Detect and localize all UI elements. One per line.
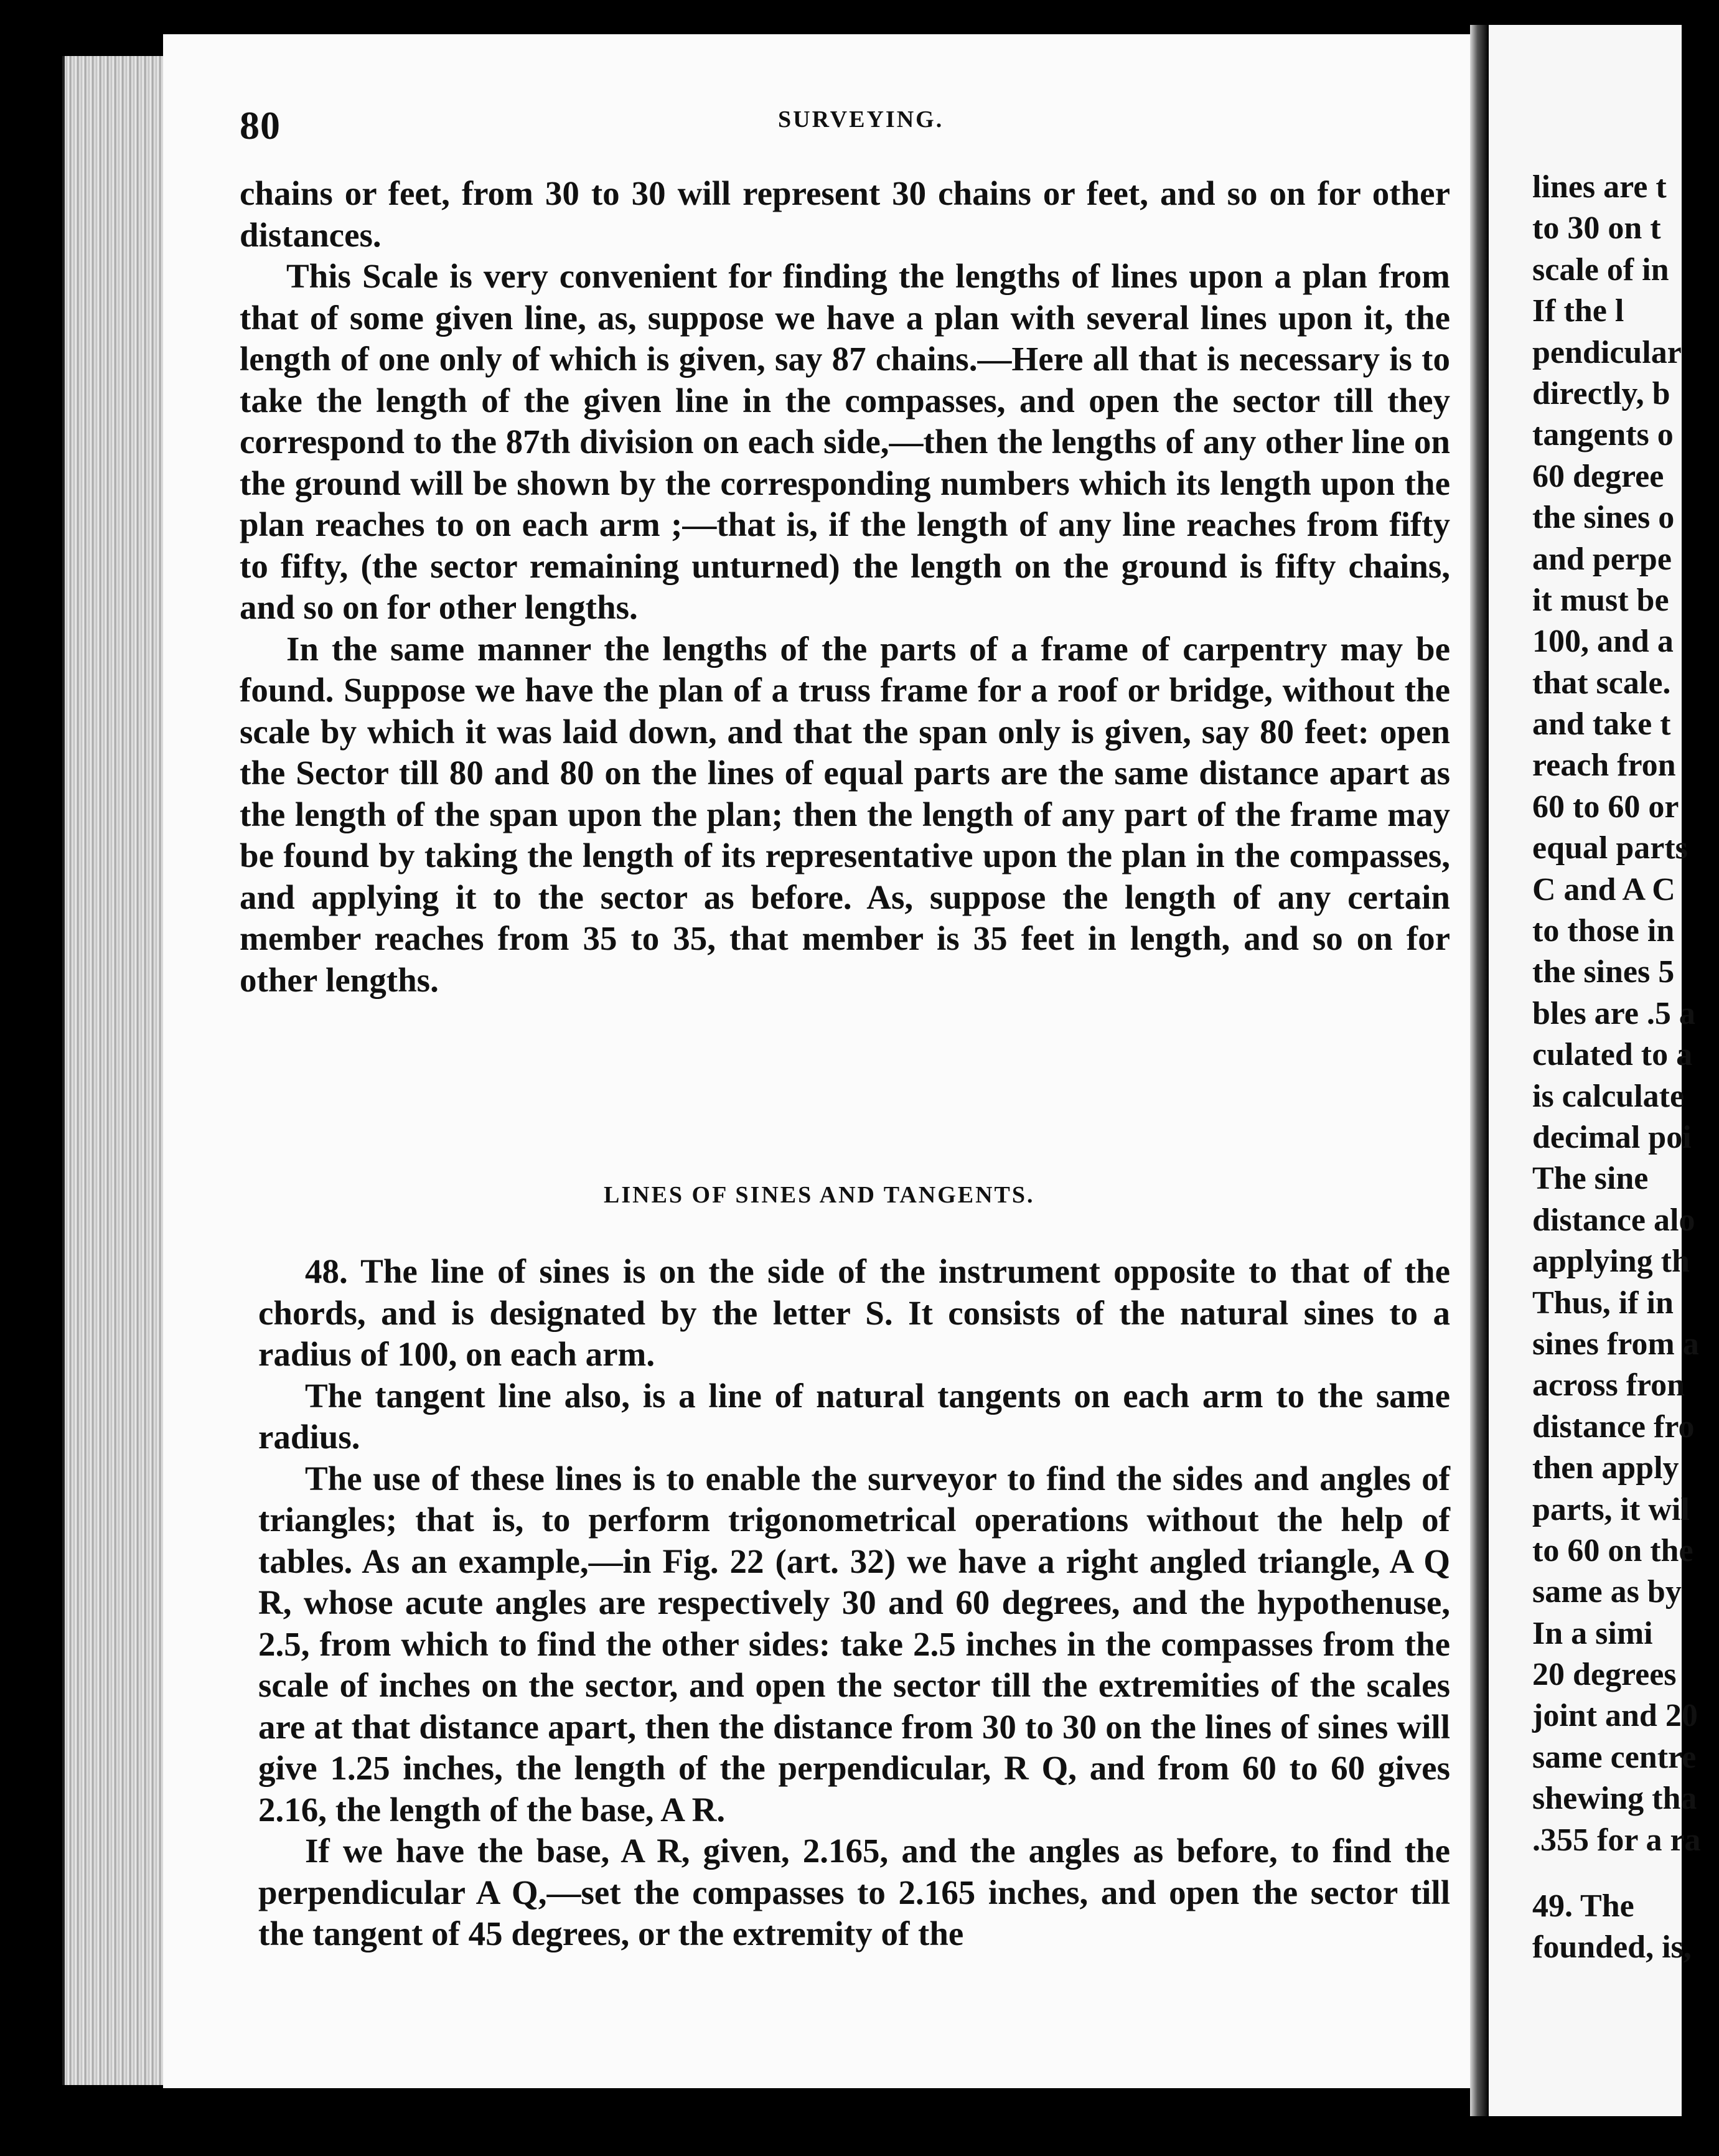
right-page-line: C and A C: [1532, 871, 1675, 907]
paragraph: If we have the base, A R, given, 2.165, and the angles as before, to find the perpendicular A Q,—set the compasses to 2.165 inches, and open the sector till the tangent of 45 degrees, or the extremity of the: [258, 1832, 1450, 1952]
right-page-line: to 30 on t: [1532, 210, 1661, 246]
right-page-line: .355 for a ra: [1532, 1822, 1701, 1858]
right-page-line: reach fron: [1532, 748, 1676, 784]
right-page-line: pendicular: [1532, 334, 1682, 370]
right-page-line: bles are .5 a: [1532, 995, 1695, 1031]
right-page-text-fragments: [1532, 167, 1719, 1969]
right-page-line: joint and 20: [1532, 1698, 1698, 1734]
right-page-line: the sines 5: [1532, 954, 1675, 990]
right-page-line: founded, is,: [1532, 1929, 1692, 1966]
right-page-line: distance alo: [1532, 1202, 1695, 1238]
right-page-line: and take t: [1532, 706, 1671, 743]
body-text-top: [240, 173, 1450, 1001]
right-page-line: lines are t: [1532, 169, 1667, 205]
right-page-line: sines from a: [1532, 1326, 1699, 1362]
right-page-line: The sine: [1532, 1161, 1649, 1197]
right-page-line: 49. The: [1532, 1888, 1634, 1924]
running-head: SURVEYING.: [778, 106, 944, 133]
section-heading: LINES OF SINES AND TANGENTS.: [604, 1182, 1035, 1208]
right-page-line: and perpe: [1532, 541, 1672, 577]
paragraph: This Scale is very convenient for finding the lengths of lines upon a plan from that of some given line, as, suppose we have a plan with several lines upon it, the length of one only of which is given, say 87 chains.—Here all that is necessary is to take the length of the given line in the compasses, and open the sector till they correspond to the 87th division on each side,—then the lengths of any other line on the ground will be shown by the corresponding numbers which its length upon the plan reaches to on each arm ;—that is, if the length of any line reaches from fifty to fifty, (the sector remaining unturned) the length on the ground is fifty chains, and so on for other lengths.: [240, 257, 1450, 626]
right-page-line: it must be: [1532, 582, 1669, 618]
right-page-line: 60 degree: [1532, 458, 1664, 494]
page-number: 80: [240, 103, 281, 148]
paragraph: The tangent line also, is a line of natural tangents on each arm to the same radius.: [258, 1376, 1450, 1456]
right-page-gap: [1532, 1861, 1719, 1886]
right-page-line: parts, it wil: [1532, 1491, 1690, 1527]
right-page-line: that scale.: [1532, 665, 1671, 701]
right-page-line: 20 degrees: [1532, 1657, 1677, 1693]
right-page-line: Thus, if in: [1532, 1285, 1674, 1321]
paragraph: chains or feet, from 30 to 30 will represent 30 chains or feet, and so on for other distances.: [240, 174, 1450, 254]
paragraph: In the same manner the lengths of the parts of a frame of carpentry may be found. Suppose we have the plan of a truss frame for a roof or bridge, without the scale by which it was laid down, and that the span only is given, say 80 feet: open the Sector till 80 and 80 on the lines of equal parts are the same distance apart as the length of the span upon the plan; then the length of any part of the frame may be found by taking the length of its representative upon the plan in the compasses, and applying it to the sector as before. As, suppose the length of any certain member reaches from 35 to 35, that member is 35 feet in length, and so on for other lengths.: [240, 629, 1450, 999]
right-page-line: to those in: [1532, 913, 1675, 949]
paragraph: The use of these lines is to enable the surveyor to find the sides and angles of triangles; that is, to perform trigonometrical operations without the help of tables. As an example,—in Fig. 22 (art. 32) we have a right angled triangle, A Q R, whose acute angles are respectively 30 and 60 degrees, and the hypothenuse, 2.5, from which to find the other sides: take 2.5 inches in the compasses from the scale of inches on the sector, and open the sector till the extremities of the scales are at that distance apart, then the distance from 30 to 30 on the lines of sines will give 1.25 inches, the length of the perpendicular, R Q, and from 60 to 60 gives 2.16, the length of the base, A R.: [258, 1459, 1450, 1829]
right-page-line: is calculate: [1532, 1078, 1685, 1114]
right-page-line: across fron: [1532, 1367, 1685, 1404]
right-page-line: applying th: [1532, 1244, 1690, 1280]
right-page-line: 100, and a: [1532, 624, 1674, 660]
paragraph: 48. The line of sines is on the side of the instrument opposite to that of the chords, and is designated by the letter S. It consists of the natural sines to a radius of 100, on each arm.: [258, 1252, 1450, 1373]
right-page-line: to 60 on the: [1532, 1532, 1693, 1568]
right-page-line: same centre: [1532, 1739, 1697, 1775]
right-page-line: same as by: [1532, 1574, 1682, 1610]
right-page-line: distance fro: [1532, 1408, 1695, 1445]
right-page-line: equal parts: [1532, 830, 1688, 866]
right-page-line: directly, b: [1532, 375, 1670, 411]
right-page-line: tangents o: [1532, 417, 1674, 453]
right-page-line: scale of in: [1532, 251, 1669, 288]
right-page-line: In a simi: [1532, 1615, 1653, 1651]
right-page-line: shewing tha: [1532, 1781, 1697, 1817]
right-page-line: culated to a: [1532, 1037, 1693, 1073]
book-gutter: [1470, 25, 1489, 2116]
right-page-line: the sines o: [1532, 500, 1675, 536]
right-page-line: 60 to 60 or: [1532, 789, 1679, 825]
right-page-line: decimal poi: [1532, 1119, 1692, 1155]
book-page-edges: [62, 56, 171, 2085]
body-text-bottom: [258, 1251, 1450, 1955]
right-page-line: then apply: [1532, 1450, 1679, 1486]
right-page-line: If the l: [1532, 293, 1624, 329]
